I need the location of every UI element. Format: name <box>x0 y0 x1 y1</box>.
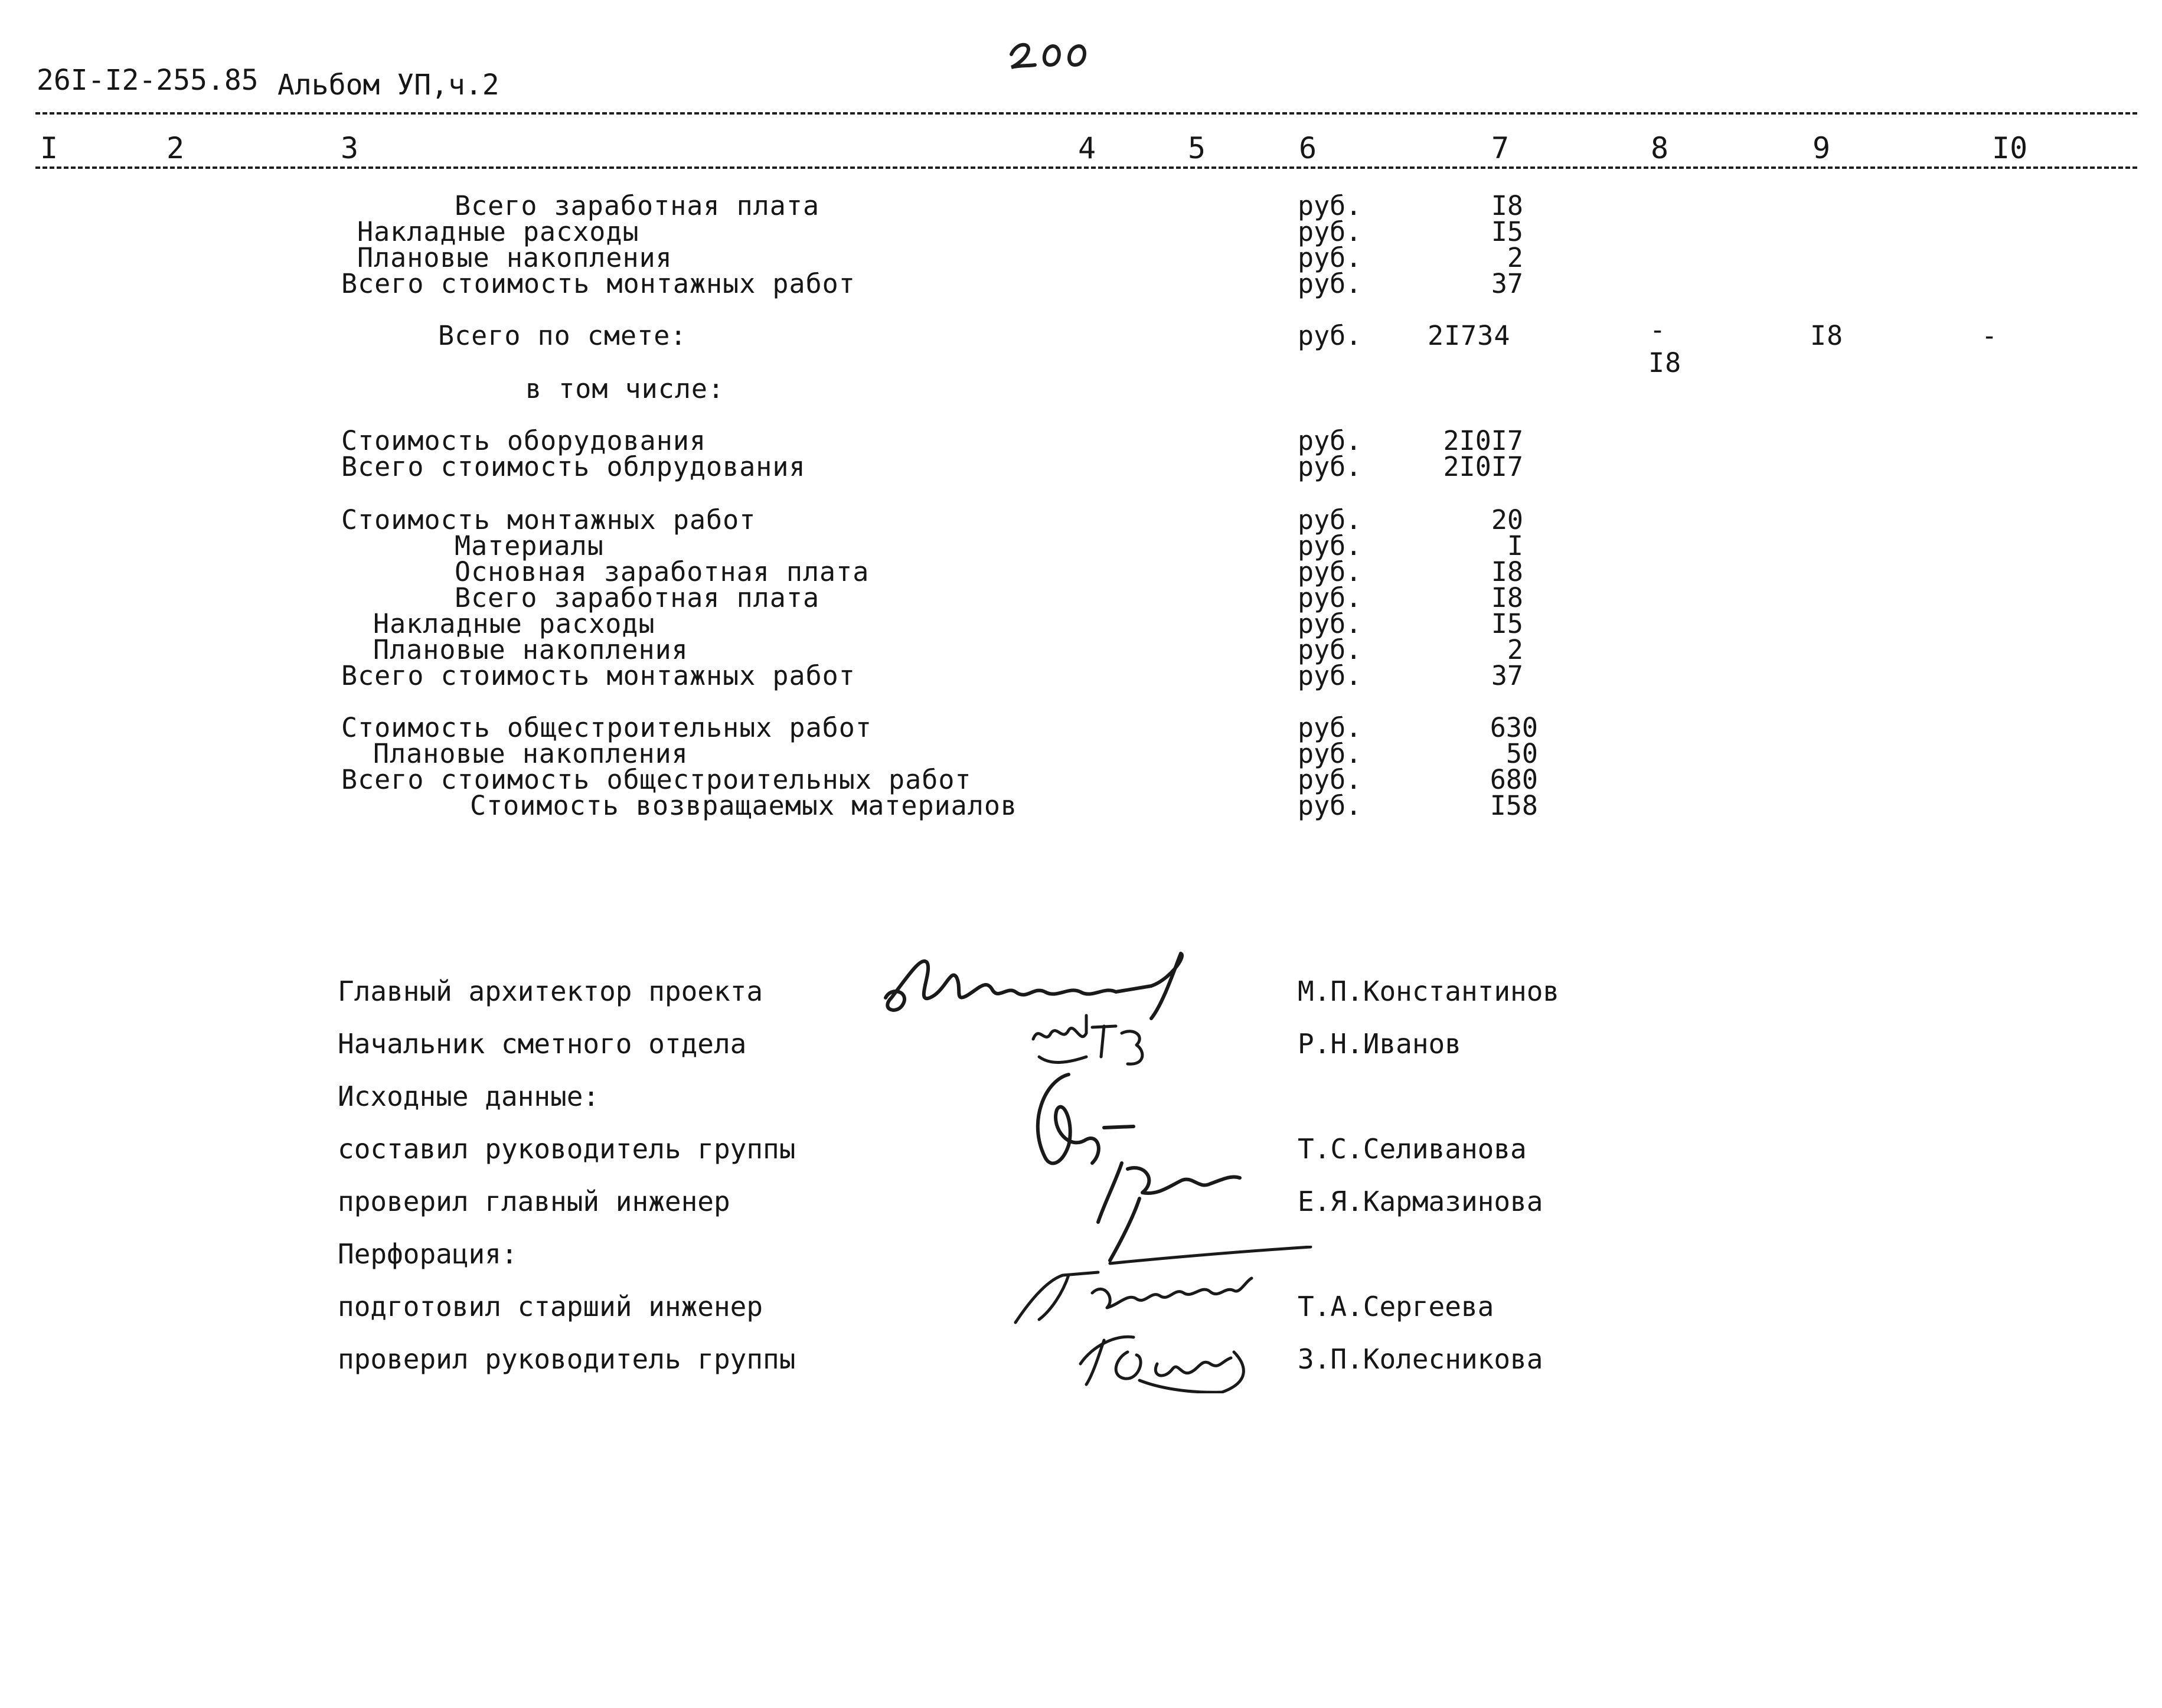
estimate-row-unit: руб. <box>1298 608 1362 639</box>
estimate-row-unit: руб. <box>1298 738 1362 769</box>
estimate-row-unit: руб. <box>1298 556 1362 587</box>
signature-name: М.П.Константинов <box>1298 975 1560 1007</box>
header-rule-bottom <box>35 166 2137 169</box>
column-number-3: 3 <box>341 131 359 165</box>
estimate-row-unit: руб. <box>1298 660 1362 691</box>
estimate-row-unit: руб. <box>1298 425 1362 456</box>
estimate-row-value: 37 <box>1491 268 1523 299</box>
including-label: в том числе: <box>525 373 725 404</box>
estimate-row-unit: руб. <box>1298 216 1362 247</box>
estimate-row-text: Всего стоимость монтажных работ <box>341 660 855 691</box>
estimate-row-text: Всего заработная плата <box>455 582 820 613</box>
estimate-row-value: I58 <box>1490 790 1538 821</box>
estimate-row-unit: руб. <box>1298 242 1362 273</box>
column-number-7: 7 <box>1491 131 1510 165</box>
estimate-row-text: Всего заработная плата <box>455 190 820 221</box>
estimate-row-unit: руб. <box>1298 712 1362 743</box>
estimate-row-value: 680 <box>1490 764 1538 795</box>
estimate-row-text: Стоимость возвращаемых материалов <box>470 790 1018 821</box>
document-code: 26I-I2-255.85 <box>37 64 259 97</box>
estimate-row-unit: руб. <box>1298 764 1362 795</box>
estimate-row-unit: руб. <box>1298 504 1362 535</box>
signature-role: составил руководитель группы <box>338 1133 796 1165</box>
total-unit: руб. <box>1298 320 1362 351</box>
estimate-row-value: 20 <box>1491 504 1523 535</box>
estimate-row-value: 2 <box>1507 634 1523 665</box>
estimate-row-value: I5 <box>1491 608 1523 639</box>
handwritten-signature-3 <box>1004 1063 1252 1263</box>
estimate-row-unit: руб. <box>1298 790 1362 821</box>
signature-role: проверил главный инженер <box>338 1186 730 1217</box>
signature-name: З.П.Колесникова <box>1298 1343 1543 1375</box>
estimate-row-text: Стоимость оборудования <box>341 425 707 456</box>
estimate-row-value: 2I0I7 <box>1443 425 1523 456</box>
signature-name: Р.Н.Иванов <box>1298 1028 1461 1060</box>
column-number-1: I <box>40 131 58 165</box>
estimate-row-unit: руб. <box>1298 268 1362 299</box>
estimate-row-value: 37 <box>1491 660 1523 691</box>
estimate-row-value: I8 <box>1491 190 1523 221</box>
estimate-row-unit: руб. <box>1298 451 1362 482</box>
estimate-row-value: 50 <box>1505 738 1538 769</box>
estimate-row-value: I <box>1507 530 1523 561</box>
total-col8-value: I8 <box>1648 347 1682 378</box>
column-number-4: 4 <box>1078 131 1096 165</box>
header-rule-top <box>35 112 2137 115</box>
signature-name: Т.А.Сергеева <box>1298 1291 1494 1322</box>
estimate-row-text: Плановые накопления <box>373 738 688 769</box>
estimate-row-unit: руб. <box>1298 530 1362 561</box>
total-value: 2I734 <box>1428 320 1511 351</box>
estimate-row-value: I8 <box>1491 582 1523 613</box>
estimate-row-text: Всего стоимость облрудования <box>341 451 806 482</box>
signature-name: Е.Я.Кармазинова <box>1298 1186 1543 1217</box>
total-col8-dash: - <box>1650 314 1667 345</box>
signature-role: проверил руководитель группы <box>338 1343 796 1375</box>
handwritten-signature-5 <box>1069 1311 1269 1393</box>
estimate-row-text: Накладные расходы <box>357 216 639 247</box>
signature-role: подготовил старший инженер <box>338 1291 763 1322</box>
estimate-row-unit: руб. <box>1298 190 1362 221</box>
estimate-row-text: Стоимость монтажных работ <box>341 504 756 535</box>
column-number-2: 2 <box>166 131 185 165</box>
estimate-row-value: I5 <box>1491 216 1523 247</box>
signature-section-label: Исходные данные: <box>338 1080 600 1112</box>
estimate-row-text: Основная заработная плата <box>455 556 870 587</box>
album-label: Альбом УП,ч.2 <box>277 68 499 102</box>
signature-role: Главный архитектор проекта <box>338 975 763 1007</box>
page-number-handwritten <box>1007 31 1095 72</box>
signature-section-label: Перфорация: <box>338 1238 518 1270</box>
signature-name: Т.С.Селиванова <box>1298 1133 1527 1165</box>
estimate-row-value: I8 <box>1491 556 1523 587</box>
column-number-6: 6 <box>1299 131 1317 165</box>
signature-role: Начальник сметного отдела <box>338 1028 747 1060</box>
estimate-row-unit: руб. <box>1298 582 1362 613</box>
column-number-5: 5 <box>1188 131 1206 165</box>
column-number-10: I0 <box>1992 131 2028 165</box>
estimate-row-text: Стоимость общестроительных работ <box>341 712 872 743</box>
total-col9-value: I8 <box>1810 320 1844 351</box>
column-number-9: 9 <box>1812 131 1831 165</box>
estimate-row-value: 630 <box>1490 712 1538 743</box>
column-number-8: 8 <box>1651 131 1669 165</box>
total-col10-dash: - <box>1981 320 1998 351</box>
total-label: Всего по смете: <box>438 320 687 351</box>
estimate-row-text: Плановые накопления <box>373 634 688 665</box>
estimate-row-text: Материалы <box>455 530 604 561</box>
estimate-row-unit: руб. <box>1298 634 1362 665</box>
estimate-row-text: Всего стоимость общестроительных работ <box>341 764 972 795</box>
estimate-row-value: 2 <box>1507 242 1523 273</box>
estimate-row-value: 2I0I7 <box>1443 451 1523 482</box>
estimate-row-text: Накладные расходы <box>373 608 655 639</box>
estimate-row-text: Всего стоимость монтажных работ <box>341 268 855 299</box>
estimate-row-text: Плановые накопления <box>357 242 672 273</box>
